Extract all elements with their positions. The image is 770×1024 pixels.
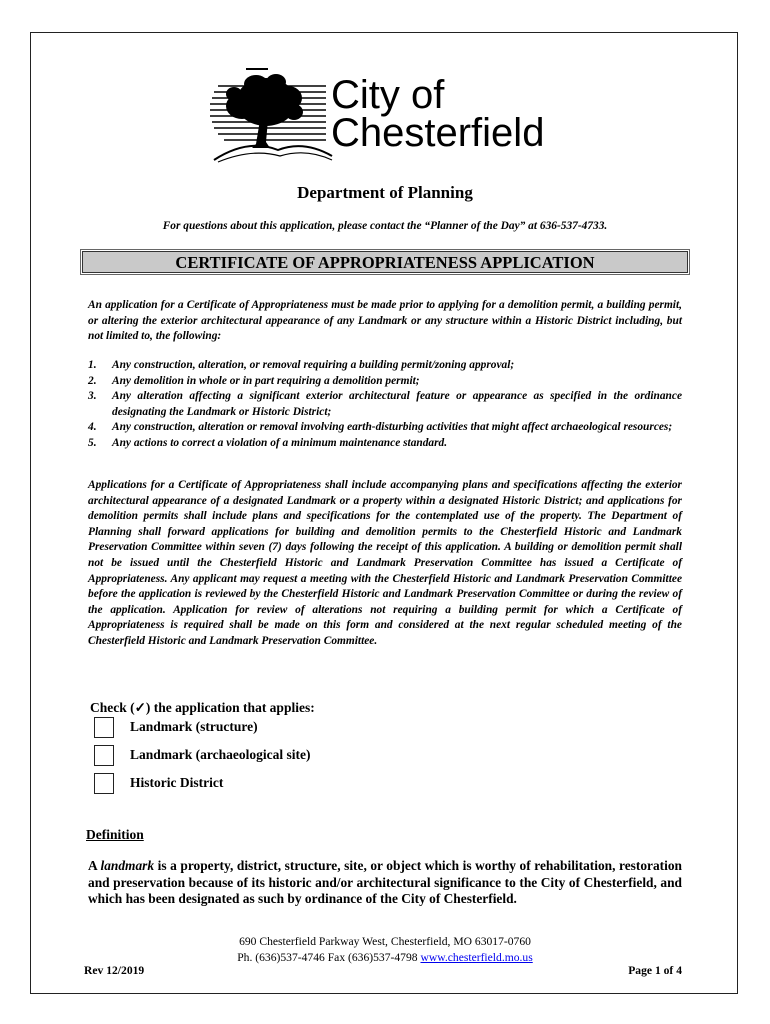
list-item [88,389,682,420]
logo-wordmark [331,73,545,155]
list-number: 2. [88,374,97,387]
list-number: 4. [88,421,97,434]
intro-paragraph: An application for a Certificate of Appropriateness must be made prior to applying for a demolition permit, a building permit, or altering the exterior architectural appearance of any Landmark or any structure within a Historic District including, but not limited to, the following: [88,299,682,343]
footer-address: 690 Chesterfield Parkway West, Chesterfield, MO 63017-0760 [239,935,531,948]
department-heading: Department of Planning [297,183,473,202]
definition-article: A [88,858,97,873]
logo-line-2: Chesterfield [331,111,545,155]
option-label: Historic District [130,775,224,790]
tree-logo-icon [208,64,333,170]
landmark-structure-checkbox[interactable] [94,717,114,738]
historic-district-checkbox[interactable] [94,773,114,794]
logo-line-1: City of [331,73,445,117]
list-text: Any demolition in whole or in part requiring a demolition permit; [112,374,420,387]
website-link[interactable]: www.chesterfield.mo.us [420,951,533,964]
requirements-list [88,358,682,452]
list-text: Any construction, alteration or removal involving earth-disturbing activities that might affect archaeological resources; [112,421,673,434]
definition-heading: Definition [86,827,144,842]
city-logo [208,64,568,170]
definition-text [88,858,682,908]
list-text: Any construction, alteration, or removal requiring a building permit/zoning approval; [112,359,515,371]
landmark-archaeological-checkbox[interactable] [94,745,114,766]
list-text: Any alteration affecting a significant exterior architectural feature or appearance as specified in the ordinance designating the Landmark or Historic District; [112,390,682,418]
option-label: Landmark (structure) [130,719,258,734]
requirements-paragraph: Applications for a Certificate of Appropriateness shall include accompanying plans and specifications affecting the exterior architectural appearance of a designated Landmark or a property within a designated Historic District; and applications for demolition permits shall include plans and specifications for the contemplated use of the property. The Department of Planning shall forward applications for building and demolition permits to the Chesterfield Historic and Landmark Preservation Committee within seven (7) days following the receipt of this application. A building or demolition permit shall not be issued until the Chesterfield Historic and Landmark Preservation Committee has issued a Certificate of Appropriateness. Any applicant may request a meeting with the Chesterfield Historic and Landmark Preservation Committee before the application is reviewed by the Chesterfield Historic and Landmark Preservation Committee or during the review of the application. Application for review of alterations not requiring a building permit for which a Certificate of Appropriateness is required shall be made on this form and considered at the next regular scheduled meeting of the Chesterfield Historic and Landmark Preservation Committee. [88,479,682,647]
list-number: 1. [88,359,97,371]
footer-contact [0,951,770,964]
definition-body: is a property, district, structure, site, or object which is worthy of rehabilitation, restoration and preservation because of its historic and/or architectural significance to the City of Chesterfield, and which has been designated as such by ordinance of the City of Chesterfield. [88,858,682,907]
definition-term: landmark [100,858,155,873]
form-title: CERTIFICATE OF APPROPRIATENESS APPLICATION [82,251,688,273]
list-item [88,358,682,374]
revision-date: Rev 12/2019 [84,964,145,977]
list-number: 5. [88,436,97,449]
contact-note: For questions about this application, please contact the “Planner of the Day” at 636-537-4733. [162,220,608,232]
footer-phone-fax: Ph. (636)537-4746 Fax (636)537-4798 [237,951,418,964]
list-item [88,436,682,452]
page-number: Page 1 of 4 [628,964,682,977]
list-text: Any actions to correct a violation of a minimum maintenance standard. [112,436,448,449]
list-item [88,374,682,390]
list-number: 3. [88,390,97,403]
checklist-heading: Check (✓) the application that applies: [90,700,315,715]
list-item [88,420,682,436]
option-label: Landmark (archaeological site) [130,747,311,762]
